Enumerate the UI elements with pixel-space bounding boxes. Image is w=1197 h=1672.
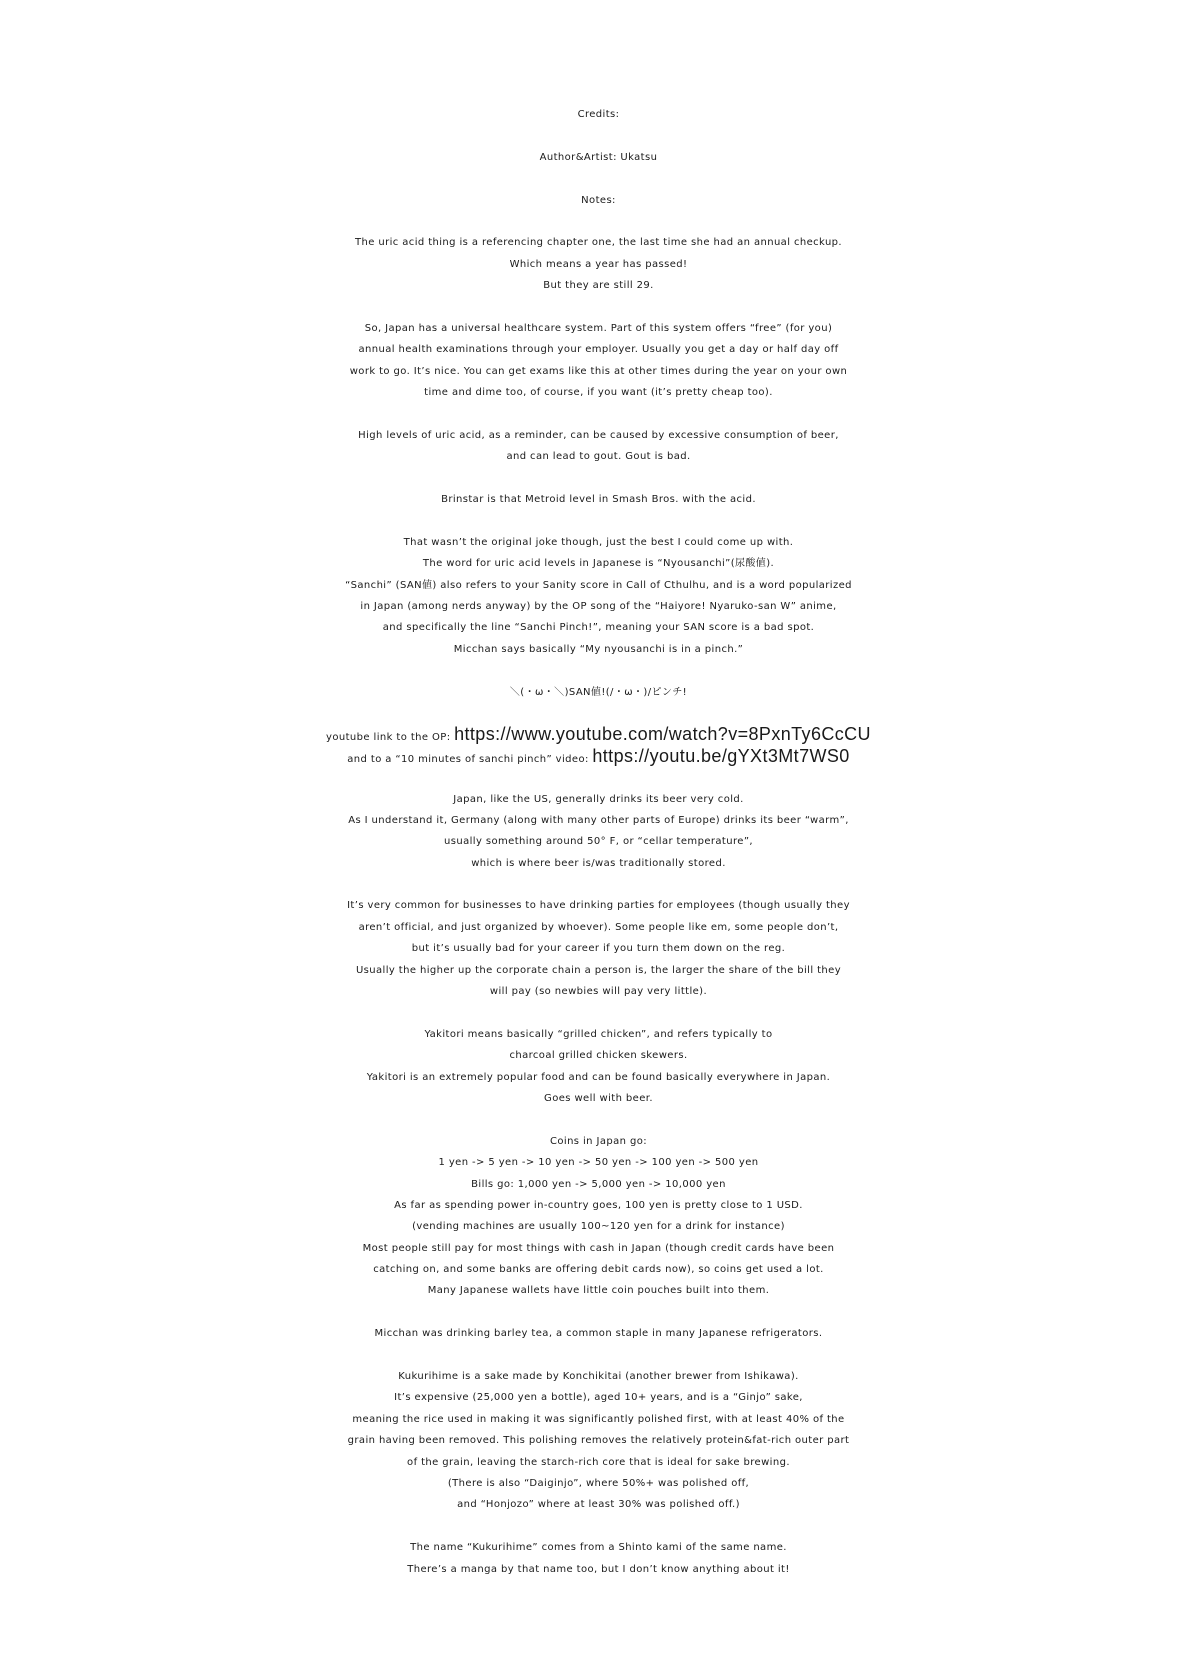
video-link-label: and to a “10 minutes of sanchi pinch” video: [347, 753, 593, 765]
text-line: The name “Kukurihime” comes from a Shinto kami of the same name. [410, 1542, 787, 1554]
text-line: of the grain, leaving the starch-rich core that is ideal for sake brewing. [407, 1456, 790, 1468]
paragraph-kukurihime-sake [0, 1366, 1197, 1516]
credits-heading: Credits: [577, 109, 620, 120]
text-line: High levels of uric acid, as a reminder, can be caused by excessive consumption of beer, [358, 429, 839, 441]
op-link-label: youtube link to the OP: [326, 732, 455, 744]
text-line: aren’t official, and just organized by whoever). Some people like em, some people don’t, [358, 921, 839, 933]
author-credit: Author&Artist: Ukatsu [539, 151, 658, 163]
text-line: Bills go: 1,000 yen -> 5,000 yen -> 10,000 yen [471, 1178, 726, 1190]
paragraph-barley-tea [0, 1323, 1197, 1344]
op-link[interactable]: https://www.youtube.com/watch?v=8PxnTy6CcCU [454, 724, 871, 745]
text-line: Coins in Japan go: [549, 1135, 647, 1147]
text-line: Micchan was drinking barley tea, a common staple in many Japanese refrigerators. [374, 1328, 823, 1340]
paragraph-brinstar [0, 489, 1197, 510]
text-line: It’s very common for businesses to have drinking parties for employees (though usually they [347, 900, 850, 912]
text-line: 1 yen -> 5 yen -> 10 yen -> 50 yen -> 100 yen -> 500 yen [438, 1157, 759, 1169]
text-line: (vending machines are usually 100~120 yen for a drink for instance) [412, 1221, 785, 1233]
text-line: work to go. It’s nice. You can get exams like this at other times during the year on your own [349, 365, 848, 377]
paragraph-links [0, 724, 1197, 767]
paragraph-sanchi [0, 532, 1197, 660]
text-line: time and dime too, of course, if you want (it’s pretty cheap too). [424, 387, 773, 399]
text-line: charcoal grilled chicken skewers. [509, 1050, 688, 1062]
paragraph-gout [0, 425, 1197, 468]
text-line: meaning the rice used in making it was significantly polished first, with at least 40% of the [352, 1413, 845, 1425]
paragraph-beer-temperature [0, 789, 1197, 875]
text-line: Which means a year has passed! [509, 258, 688, 270]
text-line: Many Japanese wallets have little coin pouches built into them. [427, 1285, 770, 1297]
text-line: catching on, and some banks are offering debit cards now), so coins get used a lot. [373, 1264, 824, 1276]
op-link-line [0, 724, 1197, 745]
text-line: and “Honjozo” where at least 30% was polished off.) [457, 1499, 740, 1511]
text-line: That wasn’t the original joke though, just the best I could come up with. [403, 536, 794, 548]
text-line: Goes well with beer. [544, 1092, 653, 1104]
paragraph-healthcare [0, 318, 1197, 404]
text-line: Kukurihime is a sake made by Konchikitai (another brewer from Ishikawa). [398, 1371, 799, 1383]
notes-heading: Notes: [581, 194, 616, 206]
kaomoji-line: ＼(・ω・＼)SAN値!(/・ω・)/ピンチ! [509, 686, 688, 698]
text-line: The uric acid thing is a referencing chapter one, the last time she had an annual checkup. [354, 237, 843, 249]
notes-page [0, 104, 1197, 1580]
text-line: There’s a manga by that name too, but I don’t know anything about it! [407, 1563, 790, 1575]
text-line: (There is also “Daiginjo”, where 50%+ was polished off, [447, 1478, 750, 1489]
text-line: Brinstar is that Metroid level in Smash Bros. with the acid. [441, 494, 756, 506]
text-line: But they are still 29. [543, 280, 654, 292]
paragraph-coins [0, 1131, 1197, 1302]
paragraph-kukurihime-name [0, 1537, 1197, 1580]
text-line: “Sanchi” (SAN値) also refers to your Sanity score in Call of Cthulhu, and is a word popularized [345, 579, 852, 591]
video-link-line [0, 746, 1197, 767]
text-line: which is where beer is/was traditionally stored. [471, 857, 726, 869]
text-line: in Japan (among nerds anyway) by the OP song of the “Haiyore! Nyaruko-san W” anime, [360, 600, 837, 612]
text-line: Yakitori is an extremely popular food and can be found basically everywhere in Japan. [366, 1071, 831, 1083]
text-line: So, Japan has a universal healthcare system. Part of this system offers “free” (for you) [364, 322, 833, 334]
text-line: As I understand it, Germany (along with many other parts of Europe) drinks its beer “warm”, [348, 814, 849, 826]
paragraph-drinking-parties [0, 895, 1197, 1002]
text-line: and specifically the line “Sanchi Pinch!”, meaning your SAN score is a bad spot. [382, 622, 815, 634]
text-line: It’s expensive (25,000 yen a bottle), aged 10+ years, and is a “Ginjo” sake, [394, 1392, 803, 1404]
video-link[interactable]: https://youtu.be/gYXt3Mt7WS0 [592, 745, 850, 766]
text-line: and can lead to gout. Gout is bad. [506, 451, 691, 463]
text-line: annual health examinations through your employer. Usually you get a day or half day off [358, 344, 839, 356]
paragraph-uric-acid [0, 232, 1197, 296]
text-line: Micchan says basically “My nyousanchi is in a pinch.” [453, 643, 744, 655]
text-line: Yakitori means basically “grilled chicken”, and refers typically to [424, 1028, 773, 1040]
text-line: usually something around 50° F, or “cellar temperature”, [444, 836, 753, 848]
text-line: Usually the higher up the corporate chain a person is, the larger the share of the bill they [355, 964, 842, 976]
paragraph-yakitori [0, 1024, 1197, 1110]
text-line: As far as spending power in-country goes, 100 yen is pretty close to 1 USD. [394, 1199, 803, 1211]
text-line: Japan, like the US, generally drinks its beer very cold. [453, 793, 744, 805]
text-line: Most people still pay for most things with cash in Japan (though credit cards have been [362, 1242, 835, 1254]
text-line: but it’s usually bad for your career if you turn them down on the reg. [411, 943, 786, 955]
text-line: The word for uric acid levels in Japanese is “Nyousanchi”(尿酸値). [422, 558, 775, 570]
text-line: will pay (so newbies will pay very little). [489, 986, 708, 998]
text-line: grain having been removed. This polishing removes the relatively protein&fat-rich outer part [347, 1435, 850, 1447]
